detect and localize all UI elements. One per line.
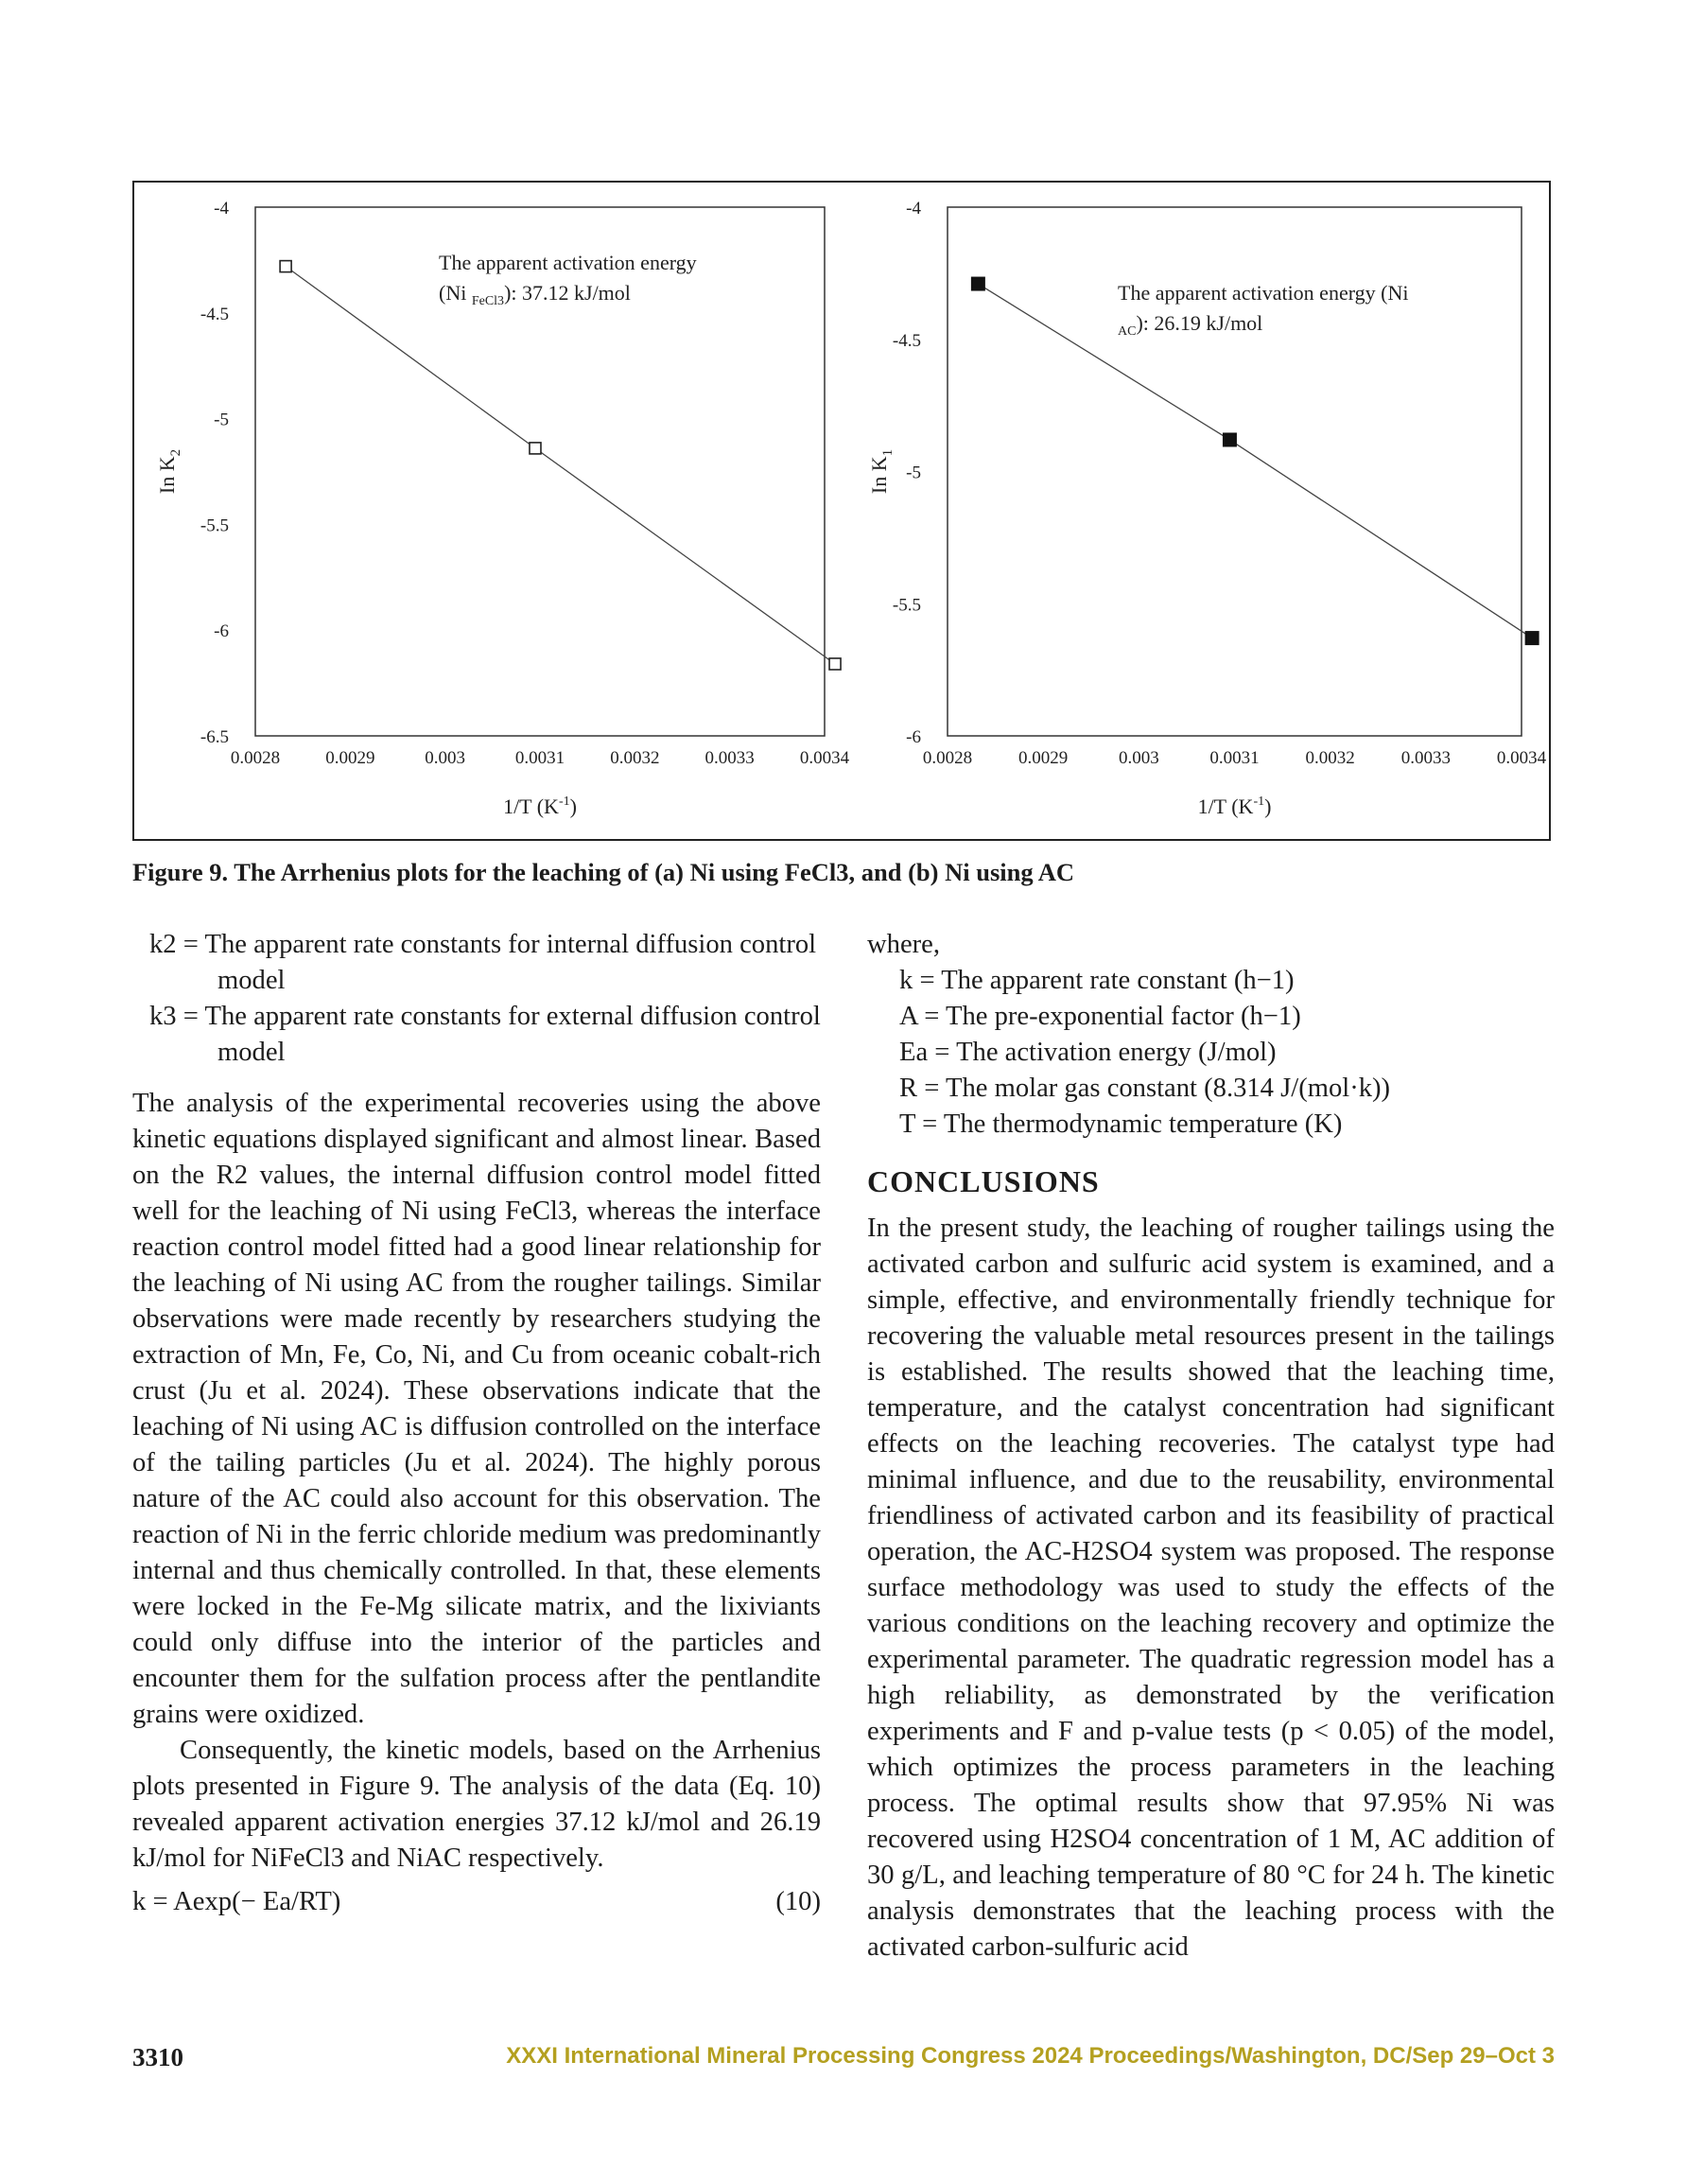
x-tick-label-a-2: 0.003 [425, 748, 466, 768]
x-axis-label-a: 1/T $(K^{-1})$ [503, 795, 577, 818]
annotation-line1-b: The apparent activation energy (Ni [1118, 281, 1409, 305]
y-tick-label-a-0: -4 [214, 199, 229, 218]
where-label: where, [867, 930, 940, 959]
k2-symbol: k2 [149, 930, 177, 959]
data-point-b-1 [1223, 433, 1236, 446]
page-number: 3310 [132, 2043, 183, 2071]
conference-title: XXXI International Mineral Processing Congress 2024 Proceedings/Washington, DC/Sep 29–Oct 3 [506, 2043, 1555, 2069]
data-point-b-2 [1525, 632, 1539, 645]
figure-frame [132, 181, 1551, 841]
x-tick-label-a-6: 0.0034 [799, 748, 850, 768]
x-tick-label-b-0: 0.0028 [922, 748, 973, 768]
k2-definition: = The apparent rate constants for internal diffusion control model [183, 930, 817, 995]
x-tick-label-a-1: 0.0029 [325, 748, 375, 768]
x-tick-label-b-4: 0.0032 [1305, 748, 1355, 768]
paragraph-analysis: The analysis of the experimental recoveries using the above kinetic equations displayed significant and almost linear. Based on the R2 values, the internal diffusion control model fitted well for the leaching of Ni using FeCl3, whereas the interface reaction control model fitted had a good linear relationship for the leaching of Ni using AC from the rougher tailings. Similar observations were made recently by researchers studying the extraction of Mn, Fe, Co, Ni, and Cu from oceanic cobalt-rich crust (Ju et al. 2024). These observations indicate that the leaching of Ni using AC is diffusion controlled on the interface of the tailing particles (Ju et al. 2024). The highly porous nature of the AC could also account for this observation. The reaction of Ni in the ferric chloride medium was predominantly internal and thus chemically controlled. In that, these elements were locked in the Fe-Mg silicate matrix, and the lixiviants could only diffuse into the interior of the particles and encounter them for the sulfation process after the pentlandite grains were oxidized. [132, 1089, 821, 1729]
y-tick-label-b-2: -5 [906, 463, 921, 483]
annotation-line1-a: The apparent activation energy [439, 251, 697, 274]
right-column [867, 927, 1555, 1966]
y-tick-label-a-5: -6.5 [200, 727, 229, 747]
x-tick-label-b-5: 0.0033 [1400, 748, 1451, 768]
x-tick-label-b-2: 0.003 [1118, 748, 1159, 768]
y-tick-label-a-3: -5.5 [200, 515, 229, 536]
k3-definition: = The apparent rate constants for external diffusion control model [183, 1002, 821, 1067]
definition-Ea: Ea = The activation energy (J/mol) [899, 1038, 1277, 1067]
y-tick-label-b-3: -5.5 [892, 595, 921, 616]
conclusions-heading: CONCLUSIONS [867, 1164, 1100, 1198]
x-tick-label-a-5: 0.0033 [704, 748, 755, 768]
paragraph-kinetic-models: Consequently, the kinetic models, based on the Arrhenius plots presented in Figure 9. The analysis of the data (Eq. 10) revealed apparent activation energies 37.12 kJ/mol and 26.19 kJ/mol for NiFeCl3 and NiAC respectively. [132, 1736, 821, 1873]
data-point-a-1 [530, 443, 541, 454]
definition-k2 [132, 927, 821, 999]
k3-symbol: k3 [149, 1002, 177, 1031]
equation-text: k = Aexp(− Ea/RT) [132, 1887, 341, 1916]
definition-k3 [132, 999, 821, 1071]
x-tick-label-a-0: 0.0028 [230, 748, 281, 768]
annotation-line2-a: (Ni $_{FeCl3}$): 37.12 kJ/mol [439, 281, 631, 308]
data-point-a-0 [280, 261, 291, 272]
y-axis-label-b: In $K_1$ [867, 448, 896, 495]
caption-text: Figure 9. The Arrhenius plots for the leaching of (a) Ni using FeCl3, and (b) Ni using AC [132, 858, 1075, 886]
y-tick-label-a-1: -4.5 [200, 304, 229, 324]
equation-10 [132, 1884, 821, 1920]
paragraph-conclusions: In the present study, the leaching of rougher tailings using the activated carbon and sulfuric acid system is examined, and a simple, effective, and environmentally friendly technique for recovering the valuable metal resources present in the tailings is established. The results showed that the leaching time, temperature, and the catalyst concentration had significant effects on the leaching recoveries. The catalyst type had minimal influence, and due to the reusability, environmental friendliness of activated carbon and its feasibility of practical operation, the AC-H2SO4 system was proposed. The response surface methodology was used to study the effects of the various conditions on the leaching recovery and optimize the experimental parameter. The quadratic regression model has a high reliability, as demonstrated by the verification experiments and F and p-value tests (p < 0.05) of the model, which optimizes the process parameters in the leaching process. The optimal results show that 97.95% Ni was recovered using H2SO4 concentration of 1 M, AC addition of 30 g/L, and leaching temperature of 80 °C for 24 h. The kinetic analysis demonstrates that the leaching process with the activated carbon-sulfuric acid [867, 1214, 1555, 1962]
y-tick-label-b-0: -4 [906, 199, 921, 218]
equation-number: (10) [775, 1887, 821, 1916]
y-axis-label-a: In $K_2$ [155, 448, 183, 495]
y-tick-label-a-2: -5 [214, 410, 229, 430]
data-point-a-2 [829, 658, 841, 670]
data-point-b-0 [971, 277, 984, 290]
x-tick-label-a-4: 0.0032 [610, 748, 660, 768]
arrhenius-figure [134, 183, 1553, 843]
x-tick-label-b-1: 0.0029 [1018, 748, 1069, 768]
definition-k: k = The apparent rate constant (h−1) [899, 966, 1295, 995]
trend-line-b [978, 284, 1532, 638]
y-tick-label-a-4: -6 [214, 621, 229, 642]
annotation-line2-b: $_{AC}$): 26.19 kJ/mol [1118, 311, 1263, 339]
definition-T: T = The thermodynamic temperature (K) [899, 1109, 1343, 1139]
y-tick-label-b-1: -4.5 [892, 330, 921, 351]
x-tick-label-a-3: 0.0031 [514, 748, 565, 768]
x-axis-label-b: 1/T $(K^{-1})$ [1197, 795, 1272, 818]
definition-A: A = The pre-exponential factor (h−1) [899, 1002, 1301, 1031]
left-column [132, 927, 821, 1920]
x-tick-label-b-3: 0.0031 [1209, 748, 1260, 768]
figure-caption [132, 858, 1551, 887]
y-tick-label-b-4: -6 [906, 727, 921, 747]
x-tick-label-b-6: 0.0034 [1496, 748, 1547, 768]
trend-line-a [286, 267, 835, 664]
definition-R: R = The molar gas constant (8.314 J/(mol·k)) [899, 1074, 1391, 1103]
page-footer [132, 2043, 1555, 2072]
